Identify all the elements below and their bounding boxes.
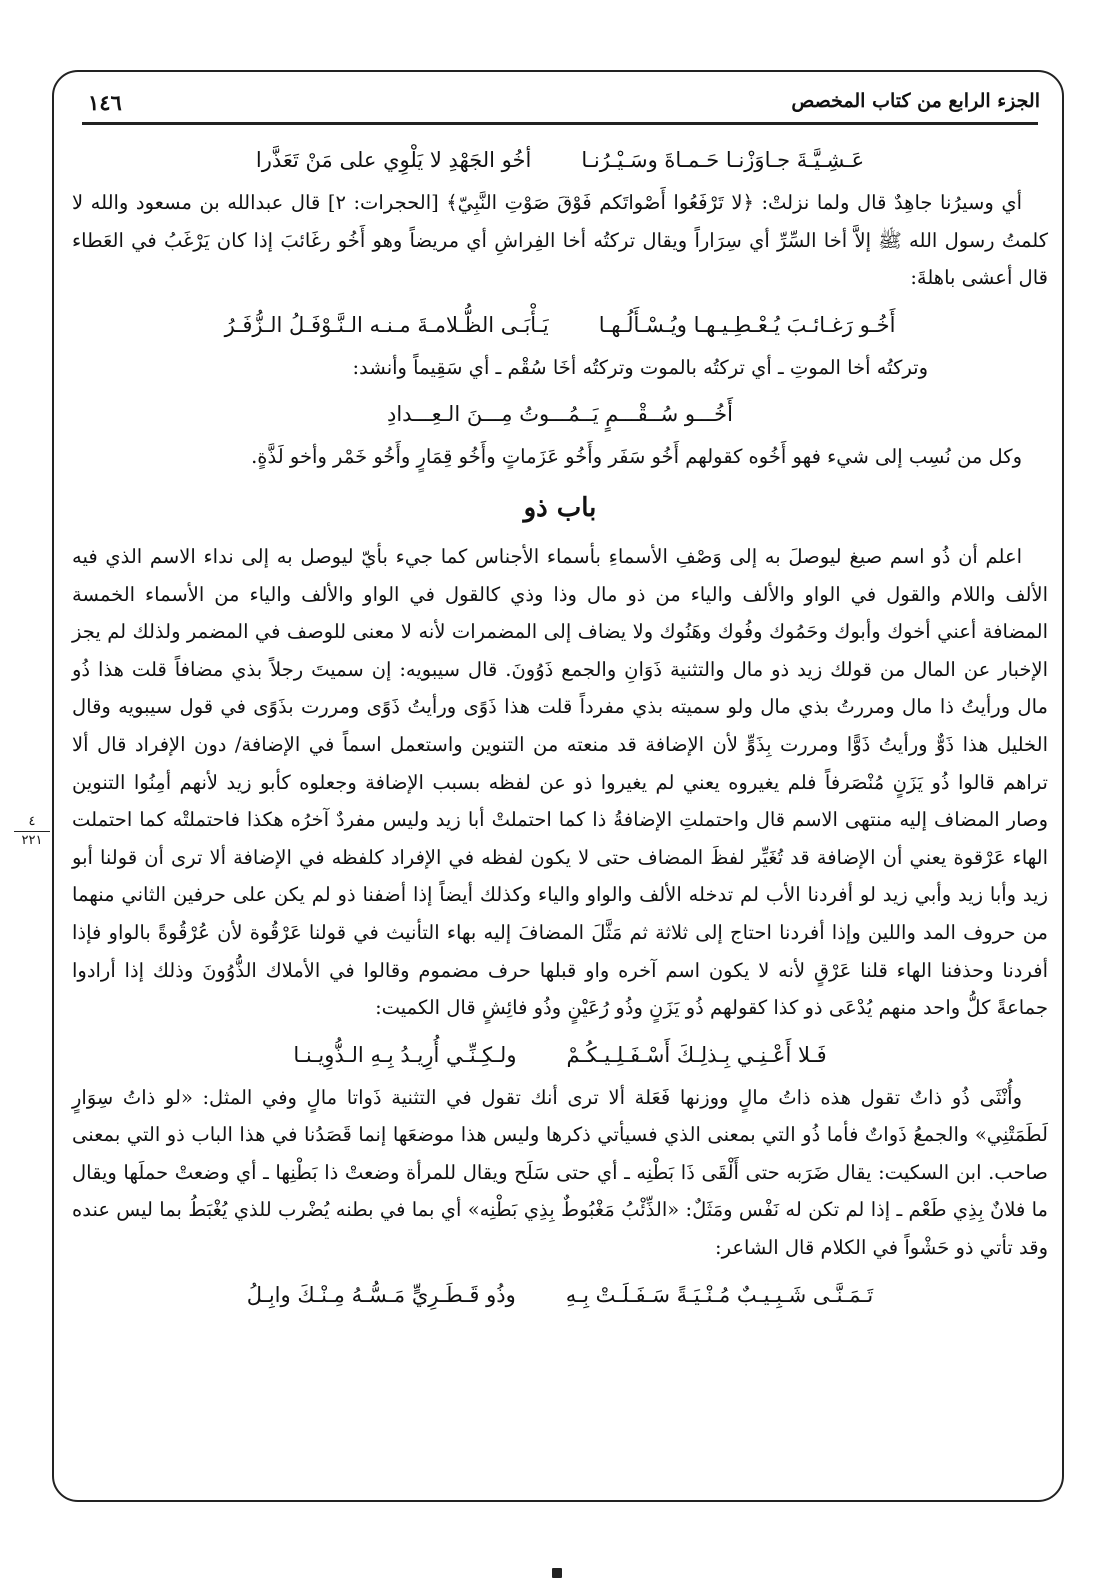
verse-line bbox=[72, 1035, 1048, 1075]
verse-hemistich-right: تَـمَـنَّـى شَـبِـيـبٌ مُـنْـيَـةً سَـفَـلَـتْ بِـهِ bbox=[565, 1282, 874, 1307]
verse-line bbox=[72, 305, 1048, 345]
book-title: الجزء الرابع من كتاب المخصص bbox=[791, 90, 1040, 112]
paragraph: أي وسيرُنا جاهِدٌ قال ولما نزلتْ: ﴿لا تَرْفَعُوا أَصْواتَكم فَوْقَ صَوْتِ النَّبِيّ﴾ [الحجرات: ٢] قال عبدالله بن مسعود والله لا كلمتُ رسول الله ﷺ إلاَّ أخا السِّرِّ أي سِرَاراً ويقال تركتُه أخا الفِراشِ أي مريضاً وهو أَخُو رغَائبَ إذا كان يَرْغَبُ في العَطاء قال أعشى باهلةَ: bbox=[72, 191, 1048, 290]
verse-hemistich-right: عَـشِـيَّـةَ جـاوَزْنـا حَـمـاةَ وسَـيْـرُنـا bbox=[581, 148, 865, 172]
verse-hemistich-left: أخُو الجَهْدِ لا يَلْوِي على مَنْ تَعَذَّرا bbox=[255, 148, 532, 172]
header-divider bbox=[82, 122, 1038, 125]
margin-page: ٢٢١ bbox=[21, 833, 43, 848]
verse-line bbox=[72, 140, 1048, 180]
verse-line bbox=[72, 1275, 1048, 1315]
section-heading: باب ذو bbox=[523, 492, 597, 523]
page-number: ١٤٦ bbox=[88, 90, 122, 115]
verse-hemistich-right: فَـلا أَعْـنِـي بِـذلِـكَ أَسْـفَـلِـيـكُـمْ bbox=[566, 1042, 827, 1067]
verse-hemistich-left: يَـأْبَـى الظُّـلامـةَ مـنـه الـنَّـوْفَـلُ الـزُّفَـرُ bbox=[224, 312, 549, 337]
margin-page-reference bbox=[14, 814, 50, 849]
verse-hemistich-left: وذُو قَـطَـرِيٍّ مَـسُّـهُ مِـنْـكَ وابِـلُ bbox=[246, 1282, 516, 1307]
paragraph: وتركتُه أخا الموتِ ـ أي تركتُه بالموت وتركتُه أخَا سُقْم ـ أي سَقِيماً وأنشد: bbox=[352, 355, 928, 379]
paragraph: وأُنْثَى ذُو ذاتٌ تقول هذه ذاتُ مالٍ ووزنها فَعَلة ألا ترى أنك تقول في التثنية ذَواتا مالٍ وفي المثل: «لو ذاتُ سِوَارٍ لَطَمَتْنِي» والجمعُ ذَواتٌ فأما ذُو التي بمعنى الذي فسيأتي ذكرها وليس هذا موضعَها إنما قَصَدُنا في هذا الباب ذو التي بمعنى صاحب. ابن السكيت: يقال ضَرَبه حتى أَلْقَى ذَا بَطْنِه ـ أي حتى سَلَح ويقال للمرأة وضعتْ ذا بَطْنِها ـ أي وضعتْ حملَها ويقال ما فلانٌ بِذِي طَعْم ـ إذا لم تكن له نَفْس ومَثَلٌ: «الذِّئْبُ مَغْبُوطٌ بِذِي بَطْنِه» أي بما في بطنه يُضْرب للذي يُغْبَطُ بما ليس عنده وقد تأتي ذو حَشْواً في الكلام قال الشاعر: bbox=[72, 1085, 1048, 1260]
verse-hemistich: أَخُـــو سُــقْـــمٍ يَــمُـــوتُ مِـــنَ الـعِـــدادِ bbox=[386, 402, 734, 427]
verse-line bbox=[72, 394, 1048, 434]
print-mark bbox=[552, 1568, 562, 1578]
paragraph: اعلم أن ذُو اسم صيغ ليوصلَ به إلى وَصْفِ الأسماءِ بأسماء الأجناس كما جيء بأيّ ليوصل به إلى نداء الاسم الذي فيه الألف واللام والقول في الواو والألف والياء من ذو مال وذا وذي كالقول في الواو والألف والياء من الأسماء الخمسة المضافة أعني أخوك وأبوك وحَمُوك وفُوك وهَنُوك ولا يضاف إلى المضمرات لأنه لا معنى للوصف في المضمر ولذلك لم يجز الإخبار عن المال من قولك زيد ذو مال والتثنية ذَوَانِ والجمع ذَوُونَ. قال سيبويه: إن سميتَ رجلاً بذي مضافاً قلت هذا ذُو مال ورأيتُ ذا مال ومررتُ بذي مال ولو سميته بذي مفرداً قلت هذا ذَوًى ورأيتُ ذَوًى ومررت بذَوًى في قول سيبويه وقال الخليل هذا ذَوٌّ ورأيتُ ذَوًّا ومررت بِذَوٍّ لأن الإضافة قد منعته من التنوين واستعمل اسماً في الإضافة/ دون الإفراد قال ألا تراهم قالوا ذُو يَزَنٍ مُنْصَرفاً فلم يغيروه يعني لم يغيروا ذو عن لفظه بسبب الإضافة وجعلوه كأبو زيد لأنهم أمِنُوا التنوين وصار المضاف إليه منتهى الاسم قال واحتملتِ الإضافةُ ذا كما احتملتْ أبا زيد وليس مفردٌ آخرُه هكذا فاحتملتْه كما احتملت الهاء عَرْقوة يعني أن الإضافة قد تُغَيِّر لفظَ المضاف حتى لا يكون لفظه في الإفراد كلفظه في الإضافة ألا ترى أن قولنا أبو زيد وأبا زيد وأبي زيد لو أفردنا الأب لم تدخله الألف والواو والياء وكذلك أيضاً إذا أضفنا ذو لم يكن على حرفين الثاني منهما من حروف المد واللين وإذا أفردنا احتاج إلى ثلاثة ثم مَثَّلَ المضافَ إليه بهاء التأنيث في قولنا عَرْقُوة لأن عُرْقُوةً بالواو فإذا أفردنا وحذفنا الهاء قلنا عَرْقٍ لأنه لا يكون اسم آخره واو قبلها حرف مضموم وقالوا في الأملاك الذُّوُونَ وذلك إذا أرادوا جماعةً كلُّ واحد منهم يُدْعَى ذو كذا كقولهم ذُو يَزَنٍ وذُو رُعَيْنٍ وذُو فائِشٍ قال الكميت: bbox=[72, 544, 1049, 1020]
page-body bbox=[72, 132, 1048, 1472]
paragraph: وكل من نُسِب إلى شيء فهو أَخُوه كقولهم أَخُو سَفَر وأَخُو عَزَماتٍ وأَخُو قِمَارٍ وأَخُو خَمْر وأخو لَذَّةٍ. bbox=[251, 445, 1022, 469]
verse-hemistich-left: ولـكِـنِّـي أُرِيـدُ بِـهِ الـذُّوِيـنـا bbox=[293, 1042, 517, 1067]
margin-volume: ٤ bbox=[14, 814, 50, 832]
verse-hemistich-right: أَخُـو رَغـائـبَ يُـعْـطِـيـهـا ويُـسْـأَلُـهـا bbox=[598, 312, 896, 337]
